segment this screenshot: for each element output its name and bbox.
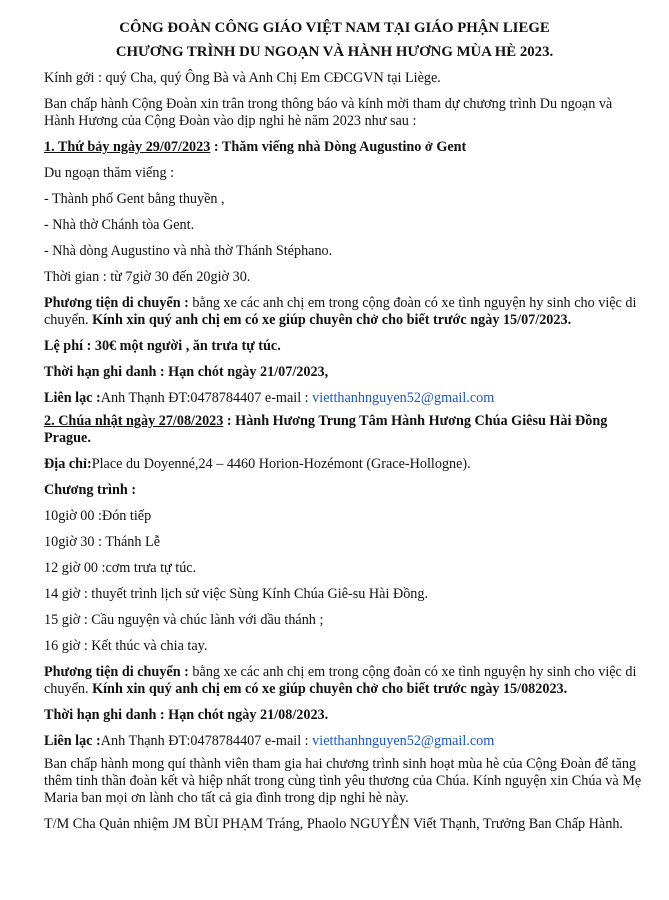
event1-item: - Nhà dòng Augustino và nhà thờ Thánh Stéphano. — [44, 243, 333, 259]
closing-paragraph: Ban chấp hành mong quí thành viên tham gia hai chương trình sinh hoạt mùa hè của Cộng Đoàn để tăng thêm tinh thần đoàn kết và hiệp nhất trong cùng tình yêu thương của Chúa. Kính nguyện xin Chúa và Mẹ Maria ban mọi ơn lành cho tất cả gia đình trong dịp nghỉ hè này. — [44, 756, 642, 806]
event1-transport-text: bằng xe các anh chị em trong cộng đoàn có xe tình nguyện hy sinh cho việc di chuyển. — [44, 295, 637, 328]
event2-address-label: Địa chỉ: — [44, 456, 92, 472]
event1-heading-date: 1. Thứ bảy ngày 29/07/2023 — [44, 139, 211, 155]
event2-deadline: Thời hạn ghi danh : Hạn chót ngày 21/08/2023. — [44, 707, 329, 723]
event2-contact-text: Anh Thạnh ĐT:0478784407 e-mail : — [100, 733, 313, 749]
event1-transport-label: Phương tiện di chuyển : — [44, 295, 189, 311]
event1-item: - Thành phố Gent bằng thuyền , — [44, 191, 225, 207]
event1-contact-text: Anh Thạnh ĐT:0478784407 e-mail : — [100, 390, 313, 406]
event1-contact — [44, 390, 644, 407]
greeting: Kính gởi : quý Cha, quý Ông Bà và Anh Chị Em CĐCGVN tại Liège. — [44, 70, 441, 86]
event1-transport-request: Kính xin quý anh chị em có xe giúp chuyên chở cho biết trước ngày 15/07/2023. — [92, 312, 572, 328]
event2-schedule-item: 10giờ 00 :Đón tiếp — [44, 508, 152, 524]
event1-fee: Lệ phí : 30€ một người , ăn trưa tự túc. — [44, 338, 281, 354]
event2-schedule-item: 10giờ 30 : Thánh Lễ — [44, 534, 160, 550]
event2-schedule-item: 15 giờ : Cầu nguyện và chúc lành với dầu thánh ; — [44, 612, 324, 628]
event2-schedule-item: 14 giờ : thuyết trình lịch sử việc Sùng Kính Chúa Giê-su Hài Đồng. — [44, 586, 429, 602]
event2-schedule-item: 12 giờ 00 :cơm trưa tự túc. — [44, 560, 197, 576]
event1-time: Thời gian : từ 7giờ 30 đến 20giờ 30. — [44, 269, 251, 285]
event2-transport-request: Kính xin quý anh chị em có xe giúp chuyên chở cho biết trước ngày 15/082023. — [92, 681, 568, 697]
event1-transport — [44, 295, 644, 329]
event2-transport-label: Phương tiện di chuyển : — [44, 664, 189, 680]
event2-heading-rest: : Hành Hương Trung Tâm Hành Hương Chúa Giêsu Hài Đồng Prague. — [44, 413, 608, 446]
event1-visit-intro: Du ngoạn thăm viếng : — [44, 165, 175, 181]
event1-contact-label: Liên lạc : — [44, 390, 101, 406]
event1-email-link[interactable]: vietthanhnguyen52@gmail.com — [312, 390, 495, 406]
document-body — [44, 68, 644, 833]
event1-item: - Nhà thờ Chánh tòa Gent. — [44, 217, 195, 233]
event2-transport-text: bằng xe các anh chị em trong cộng đoàn có xe tình nguyện hy sinh cho việc di chuyển. — [44, 664, 637, 697]
event1-heading-rest: : Thăm viếng nhà Dòng Augustino ở Gent — [210, 139, 467, 155]
event2-address-text: Place du Doyenné,24 – 4460 Horion-Hozémont (Grace-Hollogne). — [91, 456, 471, 472]
event2-address — [44, 456, 644, 473]
event2-email-link[interactable]: vietthanhnguyen52@gmail.com — [312, 733, 495, 749]
event2-contact-label: Liên lạc : — [44, 733, 101, 749]
document-title-line2: CHƯƠNG TRÌNH DU NGOẠN VÀ HÀNH HƯƠNG MÙA HÈ 2023. — [115, 44, 554, 60]
event1-heading — [44, 139, 644, 156]
intro-paragraph: Ban chấp hành Cộng Đoàn xin trân trong thông báo và kính mời tham dự chương trình Du ngoạn và Hành Hương của Cộng Đoàn vào dịp nghỉ hè năm 2023 như sau : — [44, 96, 613, 129]
signature: T/M Cha Quản nhiệm JM BÙI PHẠM Tráng, Phaolo NGUYỄN Viết Thạnh, Trưởng Ban Chấp Hành. — [44, 816, 623, 832]
event2-heading — [44, 413, 644, 447]
event2-heading-date: 2. Chúa nhật ngày 27/08/2023 — [44, 413, 224, 429]
event2-schedule-item: 16 giờ : Kết thúc và chia tay. — [44, 638, 208, 654]
document-title-line1: CÔNG ĐOÀN CÔNG GIÁO VIỆT NAM TẠI GIÁO PHẬN LIEGE — [119, 20, 550, 36]
event2-transport — [44, 664, 644, 698]
event1-deadline: Thời hạn ghi danh : Hạn chót ngày 21/07/2023, — [44, 364, 329, 380]
event2-program-label: Chương trình : — [44, 482, 137, 498]
event2-contact — [44, 733, 644, 750]
